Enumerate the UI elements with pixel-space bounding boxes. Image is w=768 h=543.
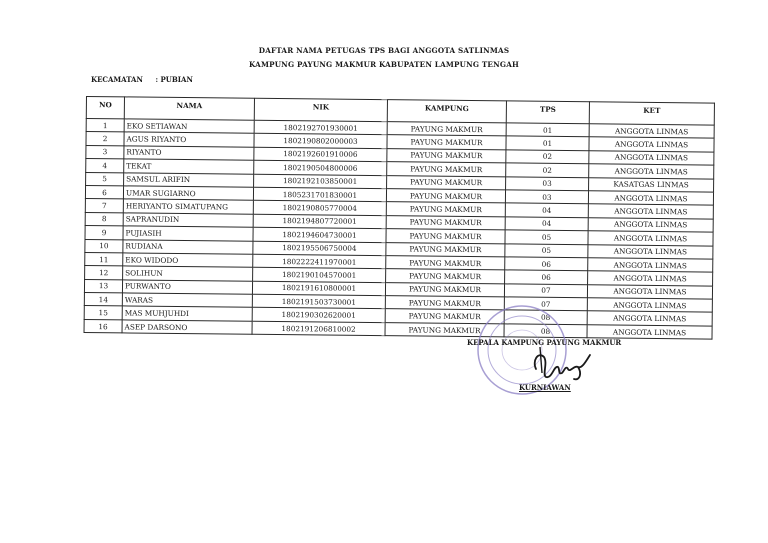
cell-tps: 02	[506, 163, 589, 177]
kecamatan-label: KECAMATAN	[91, 75, 143, 84]
cell-no: 3	[86, 145, 124, 159]
cell-nik: 1802190504800006	[254, 160, 387, 175]
cell-nik: 1802190802000003	[254, 134, 387, 149]
cell-nik: 1802194604730001	[253, 227, 386, 242]
cell-no: 8	[85, 212, 123, 226]
cell-nama: RUDIANA	[123, 239, 253, 254]
cell-no: 7	[85, 199, 123, 213]
kecamatan-value: : PUBIAN	[155, 75, 193, 84]
cell-nama: SAMSUL ARIFIN	[124, 172, 254, 187]
cell-kampung: PAYUNG MAKMUR	[387, 135, 506, 150]
cell-ket: ANGGOTA LINMAS	[587, 298, 712, 313]
cell-kampung: PAYUNG MAKMUR	[387, 148, 506, 163]
cell-nama: PUJIASIH	[123, 226, 253, 241]
cell-nama: AGUS RIYANTO	[124, 132, 254, 147]
cell-nama: EKO WIDODO	[123, 253, 253, 268]
cell-nama: SAPRANUDIN	[123, 213, 253, 228]
cell-kampung: PAYUNG MAKMUR	[386, 269, 505, 284]
cell-nama: UMAR SUGIARNO	[123, 186, 253, 201]
cell-ket: ANGGOTA LINMAS	[589, 137, 714, 152]
cell-nik: 1802195506750004	[253, 241, 386, 256]
cell-kampung: PAYUNG MAKMUR	[386, 242, 505, 257]
signatory-title: KEPALA KAMPUNG PAYUNG MAKMUR	[467, 338, 622, 347]
cell-nik: 1802192601910006	[254, 147, 387, 162]
cell-ket: KASATGAS LINMAS	[589, 177, 714, 192]
cell-kampung: PAYUNG MAKMUR	[386, 215, 505, 230]
cell-ket: ANGGOTA LINMAS	[589, 151, 714, 166]
cell-tps: 07	[504, 297, 587, 311]
cell-nama: EKO SETIAWAN	[124, 119, 254, 134]
cell-no: 10	[85, 239, 123, 253]
cell-nik: 1802190104570001	[253, 268, 386, 283]
cell-tps: 08	[504, 310, 587, 324]
cell-nik: 1805231701830001	[253, 187, 386, 202]
cell-no: 2	[86, 132, 124, 146]
header-nama: NAMA	[124, 97, 254, 120]
cell-kampung: PAYUNG MAKMUR	[386, 229, 505, 244]
cell-ket: ANGGOTA LINMAS	[588, 244, 713, 259]
cell-nik: 1802222411970001	[253, 254, 386, 269]
cell-tps: 02	[506, 150, 589, 164]
cell-ket: ANGGOTA LINMAS	[588, 231, 713, 246]
cell-no: 14	[84, 293, 122, 307]
cell-tps: 05	[505, 230, 588, 244]
cell-nik: 1802192103850001	[254, 174, 387, 189]
header-ket: KET	[589, 102, 714, 125]
cell-nama: PURWANTO	[122, 280, 252, 295]
cell-ket: ANGGOTA LINMAS	[587, 325, 712, 340]
cell-kampung: PAYUNG MAKMUR	[386, 189, 505, 204]
cell-ket: ANGGOTA LINMAS	[588, 191, 713, 206]
cell-nik: 1802192701930001	[254, 120, 387, 135]
cell-nama: ASEP DARSONO	[122, 320, 252, 335]
kecamatan-line	[91, 75, 193, 84]
cell-kampung: PAYUNG MAKMUR	[387, 175, 506, 190]
cell-kampung: PAYUNG MAKMUR	[385, 323, 504, 338]
cell-tps: 07	[504, 284, 587, 298]
cell-ket: ANGGOTA LINMAS	[587, 311, 712, 326]
cell-kampung: PAYUNG MAKMUR	[386, 202, 505, 217]
cell-no: 12	[85, 266, 123, 280]
cell-nik: 1802190805770004	[253, 201, 386, 216]
cell-tps: 03	[506, 176, 589, 190]
cell-nama: RIYANTO	[124, 146, 254, 161]
cell-ket: ANGGOTA LINMAS	[588, 258, 713, 273]
cell-nik: 1802194807720001	[253, 214, 386, 229]
cell-ket: ANGGOTA LINMAS	[588, 271, 713, 286]
cell-ket: ANGGOTA LINMAS	[589, 124, 714, 139]
cell-nama: WARAS	[122, 293, 252, 308]
cell-nama: MAS MUHJUHDI	[122, 306, 252, 321]
document-title-line1: DAFTAR NAMA PETUGAS TPS BAGI ANGGOTA SATLINMAS	[258, 46, 510, 55]
cell-no: 5	[86, 172, 124, 186]
cell-tps: 01	[506, 136, 589, 150]
cell-no: 4	[86, 159, 124, 173]
cell-no: 16	[84, 319, 122, 333]
cell-nik: 1802190302620001	[252, 308, 385, 323]
cell-nama: SOLIHUN	[123, 266, 253, 281]
cell-ket: ANGGOTA LINMAS	[588, 204, 713, 219]
cell-no: 15	[84, 306, 122, 320]
cell-kampung: PAYUNG MAKMUR	[385, 309, 504, 324]
cell-ket: ANGGOTA LINMAS	[587, 284, 712, 299]
cell-tps: 01	[506, 123, 589, 137]
signatory-name: KURNIAWAN	[519, 383, 571, 392]
cell-kampung: PAYUNG MAKMUR	[385, 282, 504, 297]
cell-tps: 04	[505, 217, 588, 231]
cell-kampung: PAYUNG MAKMUR	[387, 122, 506, 137]
cell-kampung: PAYUNG MAKMUR	[385, 296, 504, 311]
header-tps: TPS	[506, 101, 589, 124]
cell-tps: 04	[505, 203, 588, 217]
cell-no: 13	[84, 279, 122, 293]
cell-no: 11	[85, 252, 123, 266]
cell-ket: ANGGOTA LINMAS	[588, 218, 713, 233]
header-no: NO	[86, 97, 124, 119]
cell-no: 1	[86, 119, 124, 133]
cell-tps: 03	[505, 190, 588, 204]
cell-tps: 06	[505, 257, 588, 271]
cell-kampung: PAYUNG MAKMUR	[386, 256, 505, 271]
cell-nama: TEKAT	[124, 159, 254, 174]
officer-table	[84, 96, 715, 340]
cell-tps: 06	[505, 270, 588, 284]
header-nik: NIK	[254, 98, 387, 121]
cell-nik: 1802191206810002	[252, 321, 385, 336]
cell-kampung: PAYUNG MAKMUR	[387, 162, 506, 177]
cell-nama: HERIYANTO SIMATUPANG	[123, 199, 253, 214]
document-title-line2: KAMPUNG PAYUNG MAKMUR KABUPATEN LAMPUNG TENGAH	[249, 60, 519, 69]
header-kampung: KAMPUNG	[387, 100, 506, 123]
officer-table-container	[84, 96, 714, 340]
cell-nik: 1802191610800001	[252, 281, 385, 296]
handwritten-signature	[528, 343, 598, 385]
cell-ket: ANGGOTA LINMAS	[589, 164, 714, 179]
cell-nik: 1802191503730001	[252, 294, 385, 309]
table-body	[84, 119, 714, 340]
cell-tps: 08	[504, 324, 587, 338]
cell-tps: 05	[505, 243, 588, 257]
cell-no: 6	[85, 185, 123, 199]
cell-no: 9	[85, 226, 123, 240]
